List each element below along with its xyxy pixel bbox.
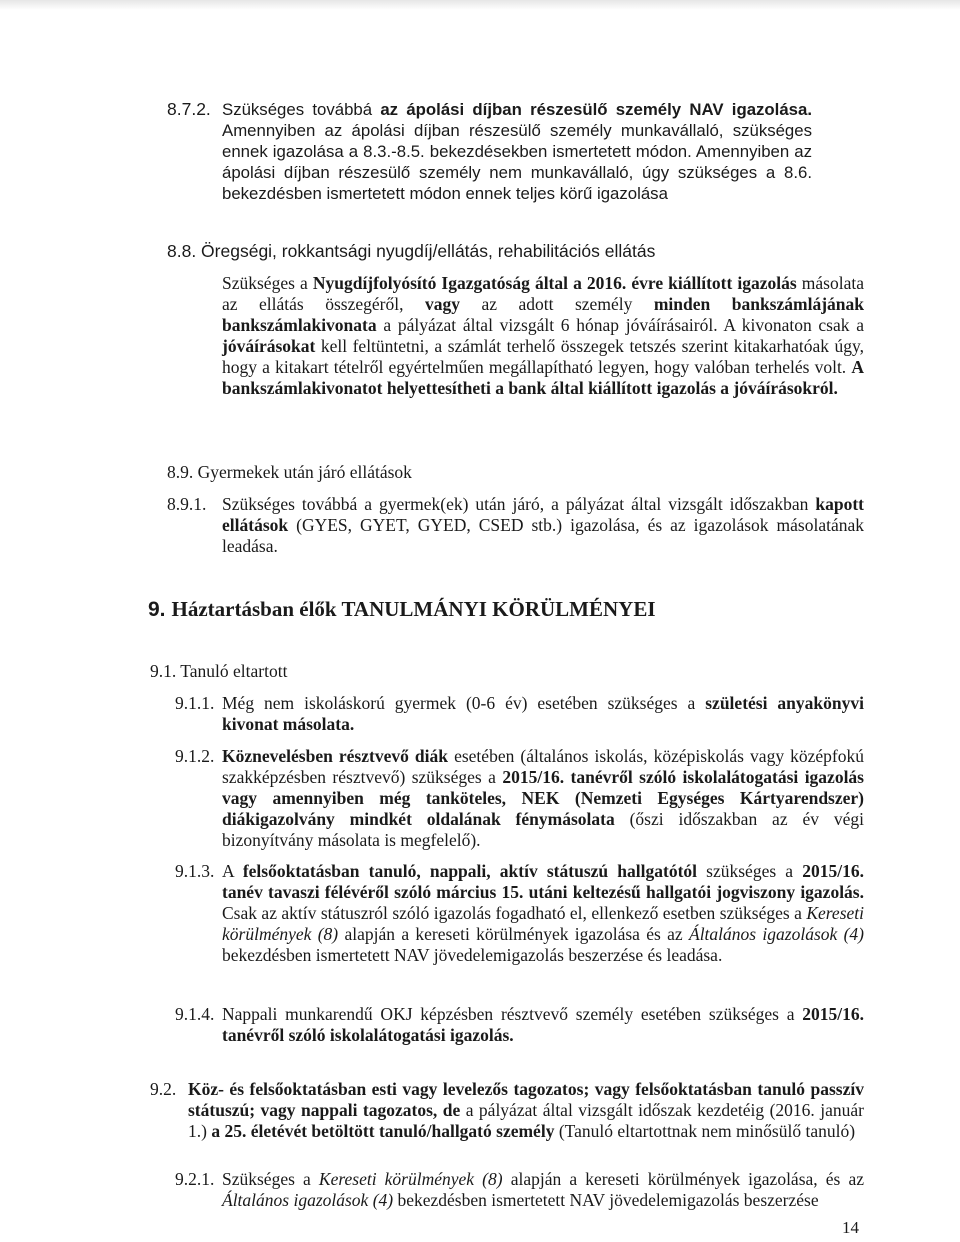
bold-run: felsőoktatásban tanuló, nappali, aktív státuszú hallgatótól bbox=[242, 861, 698, 881]
chapter-title: Háztartásban élők TANULMÁNYI KÖRÜLMÉNYEI bbox=[171, 597, 656, 621]
paragraph-9-1-4 bbox=[222, 1004, 864, 1046]
section-title-9-1: 9.1. Tanuló eltartott bbox=[150, 661, 288, 681]
paragraph-9-2-1 bbox=[222, 1169, 864, 1211]
text-run: (őszi időszakban az év végi bizonyítvány másolata is megfelelő). bbox=[222, 809, 864, 850]
text-run: alapján a kereseti körülmények igazolása, és az bbox=[502, 1169, 864, 1189]
text-run: kell feltüntetni, a számlát terhelő összegek tetszés szerint kitakarhatóak úgy, hogy a kitakart tételről egyértelműen megállapítható legyen, hogy valóban terhelés volt. bbox=[222, 336, 864, 377]
bold-run: a 25. életévét betöltött tanuló/hallgató személy bbox=[211, 1121, 555, 1141]
paragraph-9-1-3 bbox=[222, 861, 864, 966]
scan-edge-shading bbox=[0, 0, 960, 10]
text-run: Amennyiben az ápolási díjban részesülő személy munkavállaló, szükséges ennek igazolása a 8.3.-8.5. bekezdésekben ismertetett módon. Amennyiben az ápolási díjban részesülő személy nem munkavállaló, úgy szükséges a 8.6. bekezdésben ismertetett módon ennek teljes körű igazolása bbox=[222, 121, 812, 203]
paragraph-9-1-1 bbox=[222, 693, 864, 735]
section-number: 8.9.1. bbox=[167, 494, 207, 514]
section-number: 8.7.2. bbox=[167, 99, 211, 119]
text-run: bekezdésben ismertetett NAV jövedelemigazolás beszerzése bbox=[393, 1190, 819, 1210]
bold-run: Köznevelésben résztvevő diák bbox=[222, 746, 449, 766]
section-number: 9.1.1. bbox=[175, 693, 215, 713]
text-run: Nappali munkarendű OKJ képzésben résztvevő személy esetében szükséges a bbox=[222, 1004, 803, 1024]
text-run: másolata az ellátás összegéről, bbox=[222, 273, 864, 314]
bold-run: A bankszámlakivonatot helyettesítheti a bank által kiállított igazolás a jóváírásokról. bbox=[222, 357, 864, 398]
chapter-number: 9. bbox=[148, 598, 166, 621]
text-run: bekezdésben ismertetett NAV jövedelemigazolás beszerzése és leadása. bbox=[222, 945, 723, 965]
bold-run: 2015/16. tanévről szóló iskolalátogatási igazolás vagy amennyiben még tanköteles, NEK (Nemzeti Egységes Kártyarendszer) diákigazolvány mindkét oldalának fénymásolata bbox=[222, 767, 864, 829]
page-number: 14 bbox=[842, 1218, 859, 1237]
text-run: az adott személy bbox=[459, 294, 654, 314]
section-number: 9.1.4. bbox=[175, 1004, 215, 1024]
italic-run: Kereseti körülmények (8) bbox=[222, 903, 864, 944]
text-run: Szükséges továbbá bbox=[222, 100, 381, 119]
bold-run: születési anyakönyvi kivonat másolata. bbox=[222, 693, 864, 734]
text-run: Szükséges a bbox=[222, 273, 313, 293]
bold-run: Köz- és felsőoktatásban esti vagy levelezős tagozatos; vagy felsőoktatásban tanuló passzív státuszú; vagy nappali tagozatos, de bbox=[188, 1079, 864, 1120]
bold-run: minden bankszámlájának bankszámlakivonata bbox=[222, 294, 864, 335]
chapter-heading-9 bbox=[148, 596, 656, 623]
section-number: 9.2. bbox=[150, 1079, 177, 1099]
italic-run: Általános igazolások (4) bbox=[222, 1190, 394, 1210]
section-title-8-9: 8.9. Gyermekek után járó ellátások bbox=[167, 462, 412, 482]
bold-run: vagy bbox=[424, 294, 460, 314]
paragraph-9-1-2 bbox=[222, 746, 864, 851]
bold-run: 2015/16. tanévről szóló iskolalátogatási igazolás. bbox=[222, 1004, 864, 1045]
bold-run: kapott ellátások bbox=[222, 494, 864, 535]
section-title-8-8: 8.8. Öregségi, rokkantsági nyugdíj/ellátás, rehabilitációs ellátás bbox=[167, 241, 656, 261]
text-run: esetében (általános iskolás, középiskolás vagy középfokú szakképzésben résztvevő) szükséges a bbox=[222, 746, 865, 787]
text-run: szükséges a bbox=[697, 861, 803, 881]
section-number: 9.1.3. bbox=[175, 861, 215, 881]
text-run: A bbox=[222, 861, 243, 881]
text-run: (Tanuló eltartottnak nem minősülő tanuló) bbox=[554, 1121, 856, 1141]
paragraph-8-8 bbox=[222, 273, 864, 399]
text-run: a pályázat által vizsgált 6 hónap jóváírásairól. A kivonaton csak a bbox=[376, 315, 864, 335]
text-run: Még nem iskoláskorú gyermek (0-6 év) esetében szükséges a bbox=[222, 693, 706, 713]
text-run: Csak az aktív státuszról szóló igazolás fogadható el, ellenkező esetben szükséges a bbox=[222, 903, 807, 923]
paragraph-8-9-1 bbox=[222, 494, 864, 557]
text-run: Szükséges a bbox=[222, 1169, 319, 1189]
italic-run: Általános igazolások (4) bbox=[689, 924, 865, 944]
text-run: alapján a kereseti körülmények igazolása és az bbox=[338, 924, 689, 944]
italic-run: Kereseti körülmények (8) bbox=[318, 1169, 503, 1189]
bold-run: jóváírásokat bbox=[222, 336, 316, 356]
text-run: (GYES, GYET, GYED, CSED stb.) igazolása, és az igazolások másolatának leadása. bbox=[222, 515, 864, 556]
bold-run: Nyugdíjfolyósító Igazgatóság által a 2016. évre kiállított igazolás bbox=[312, 273, 797, 293]
text-run: Szükséges továbbá a gyermek(ek) után járó, a pályázat által vizsgált időszakban bbox=[222, 494, 816, 514]
bold-run: 2015/16. tanév tavaszi félévéről szóló március 15. utáni keltezésű hallgatói jogviszony igazolás. bbox=[222, 861, 864, 902]
paragraph-8-7-2 bbox=[222, 99, 812, 204]
bold-run: az ápolási díjban részesülő személy NAV igazolása. bbox=[380, 100, 812, 119]
paragraph-9-2 bbox=[188, 1079, 864, 1142]
text-run: a pályázat által vizsgált időszak kezdetéig (2016. január 1.) bbox=[188, 1100, 864, 1141]
section-number: 9.1.2. bbox=[175, 746, 215, 766]
section-number: 9.2.1. bbox=[175, 1169, 215, 1189]
